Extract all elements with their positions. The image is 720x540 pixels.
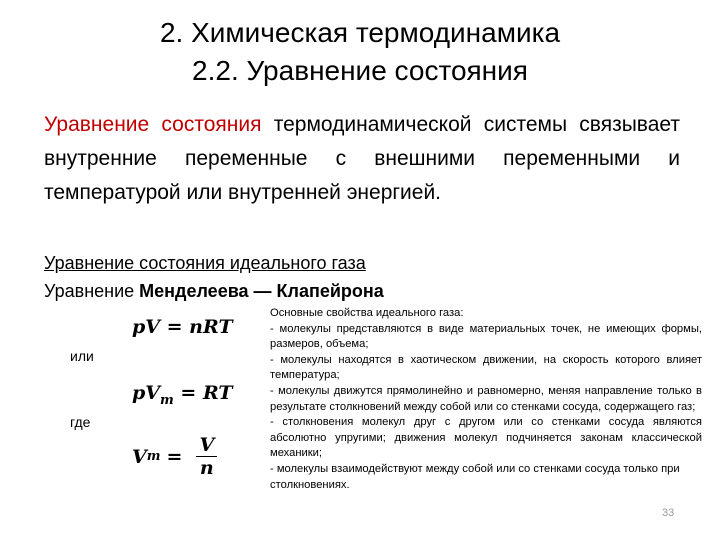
title-line-1: 2. Химическая термодинамика: [159, 17, 561, 48]
fraction-denominator: n: [199, 457, 214, 479]
property-item: - молекулы движутся прямолинейно и равномерно, меняя направление только в результате столкновений между собой или со стенками сосуда, содержащего газ;: [270, 384, 702, 413]
formula3-subscript: m: [146, 449, 161, 464]
formula2-left: pV: [132, 382, 161, 404]
mendeleev-prefix: Уравнение: [44, 281, 140, 301]
title-line-2: 2.2. Уравнение состояния: [192, 55, 528, 86]
formula-ideal-gas: pV = nRT: [132, 316, 233, 338]
formula-molar: [132, 382, 233, 408]
word-or: или: [70, 348, 94, 364]
intro-accent-term: Уравнение состояния: [44, 113, 262, 136]
property-item: - молекулы находятся в хаотическом движении, на скорость которого влияет температура;: [270, 353, 702, 382]
property-item: - молекулы представляются в виде материальных точек, не имеющих формы, размеров, объема;: [270, 322, 702, 351]
intro-text: термодинамической системы связывает внутренние переменные с внешними переменными и температурой или внутренней энергией.: [44, 113, 680, 204]
formula2-right: = RT: [173, 382, 233, 404]
mendeleev-name: Менделеева — Клапейрона: [139, 281, 384, 301]
page-number: 33: [662, 507, 675, 519]
slide-title: [0, 14, 720, 90]
mendeleev-heading: [44, 278, 384, 304]
ideal-gas-properties: [270, 306, 702, 493]
word-where: где: [70, 414, 91, 430]
ideal-gas-heading: Уравнение состояния идеального газа: [44, 253, 366, 273]
property-item: - молекулы взаимодействуют между собой или со стенками сосуда только при столкновениях.: [270, 462, 680, 491]
formula2-subscript: m: [160, 393, 174, 408]
property-item: - столкновения молекул друг с другом или со стенками сосуда являются абсолютно упругими; движения молекул подчиняется законам классической механики;: [270, 416, 702, 460]
formula3-fraction: [196, 434, 217, 479]
formula3-equals: =: [166, 445, 183, 468]
formula3-left: V: [132, 445, 147, 468]
fraction-numerator: V: [196, 434, 217, 457]
properties-title: Основные свойства идеального газа:: [270, 307, 464, 319]
intro-paragraph: [44, 108, 680, 210]
formula-molar-volume: [132, 434, 217, 479]
